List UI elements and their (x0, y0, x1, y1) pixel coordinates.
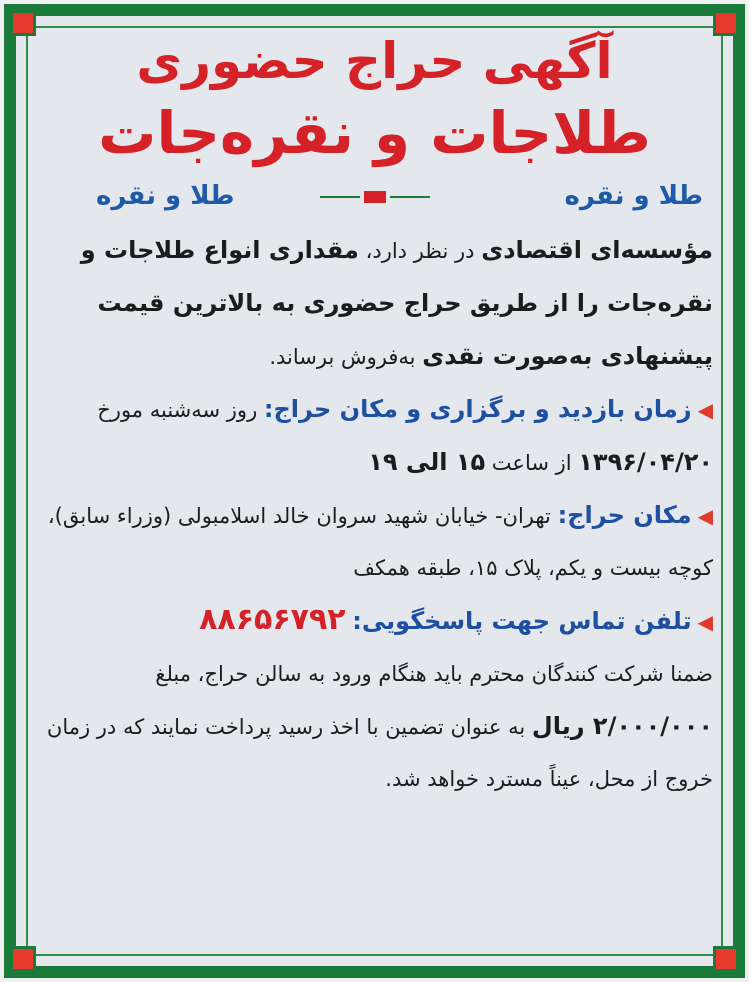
ad-content (36, 28, 713, 805)
schedule-paragraph (36, 383, 713, 489)
location-paragraph (36, 489, 713, 594)
corner-ornament (10, 946, 36, 972)
note-paragraph (36, 648, 713, 805)
corner-ornament (713, 10, 739, 36)
subtitle-left: طلا و نقره (96, 181, 235, 211)
auction-time: ۱۵ الی ۱۹ (368, 448, 486, 476)
triangle-bullet-icon: ◀ (697, 504, 713, 528)
subtitle-row (36, 176, 713, 218)
organization-name: مؤسسه‌ای اقتصادی (481, 236, 713, 264)
phone-label: تلفن تماس جهت پاسخگویی: (352, 607, 692, 635)
time-text: از ساعت (491, 451, 572, 475)
ad-title-main: طلاجات و نقره‌جات (98, 99, 651, 167)
intro-text-end: به‌فروش برساند. (269, 345, 416, 369)
note-text: ضمنا شرکت کنندگان محترم باید هنگام ورود به سالن حراج، مبلغ (155, 662, 713, 686)
location-address: تهران- خیابان شهید سروان خالد اسلامبولی (وزراء سابق)، کوچه بیست و یکم، پلاک ۱۵، طبقه همکف (47, 504, 713, 580)
location-label: مکان حراج: (557, 501, 692, 529)
guarantee-amount: ۲/۰۰۰/۰۰۰ ریال (531, 712, 713, 740)
ornament-divider (320, 190, 430, 204)
phone-number: ۸۸۶۵۶۷۹۲ (199, 602, 346, 637)
note-text-end: به عنوان تضمین با اخذ رسید پرداخت نمایند که در زمان خروج از محل، عیناً مسترد خواهد شد. (46, 715, 713, 791)
subtitle-right: طلا و نقره (564, 181, 703, 211)
intro-bold-text: مقداری انواع طلاجات و نقره‌جات را از طریق حراج حضوری به بالاترین قیمت پیشنهادی به‌صورت نقدی (80, 236, 713, 370)
schedule-label: زمان بازدید و برگزاری و مکان حراج: (263, 395, 692, 423)
intro-paragraph (36, 224, 713, 383)
corner-ornament (713, 946, 739, 972)
schedule-day: روز سه‌شنبه (149, 398, 258, 422)
date-prefix: مورخ (97, 398, 144, 422)
phone-paragraph (36, 594, 713, 648)
ad-title: آگهی حراج حضوری (136, 32, 613, 90)
intro-text: در نظر دارد، (365, 239, 475, 263)
corner-ornament (10, 10, 36, 36)
triangle-bullet-icon: ◀ (697, 610, 713, 634)
auction-date: ۱۳۹۶/۰۴/۲۰ (578, 448, 713, 476)
triangle-bullet-icon: ◀ (697, 398, 713, 422)
